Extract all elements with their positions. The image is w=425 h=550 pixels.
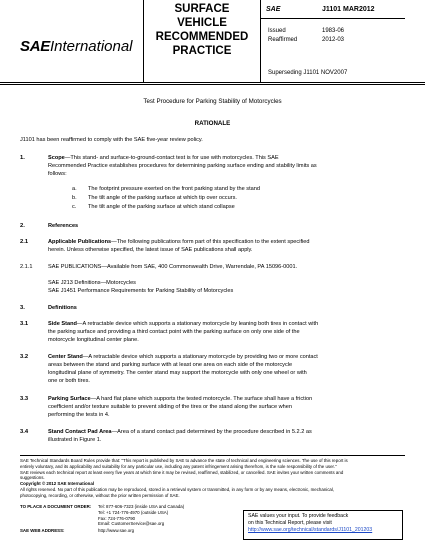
document-type: SURFACE VEHICLE RECOMMENDED PRACTICE	[155, 3, 249, 57]
issued-label: Issued	[268, 28, 286, 34]
section-2-1-number: 2.1	[20, 239, 29, 245]
scope-item-a: The footprint pressure exerted on the front parking stand by the stand	[88, 186, 260, 192]
rationale-heading: RATIONALE	[194, 120, 231, 127]
section-3-1-line2: the parking surface and providing a third contact point with the parking surface on only one side of the	[48, 329, 300, 335]
scope-item-a-letter: a.	[72, 186, 77, 192]
section-3-1-line1: Side Stand—A retractable device which supports a stationary motorcycle by leaning both tires in contact with	[48, 321, 319, 327]
issued-value: 1983-06	[322, 28, 345, 34]
feedback-box: SAE values your input. To provide feedback on this Technical Report, please visit http://www.sae.org/technical/standards/J1101_201203	[243, 510, 403, 540]
section-1-number: 1.	[20, 155, 25, 161]
section-3-2-number: 3.2	[20, 354, 29, 360]
order-label: TO PLACE A DOCUMENT ORDER:	[20, 504, 92, 509]
section-2-1-line2: herein. Unless otherwise specified, the latest issue of SAE publications shall apply.	[48, 247, 253, 253]
footer-legal: SAE Technical Standards Board Rules provide that: "This report is published by SAE to advance the state of technical and engineering sciences. The use of this report is entirely voluntary, and its applicability and suitability for any particular use, including any patent infringement arising therefrom, is the sole responsibility of the user." SAE reviews each technical report at least every five years at which time it may be revised, reaffirmed, stabilized, or cancelled. SAE invites your written comments and suggestions. Copyright © 2012 SAE International All rights reserved. No part of this publication may be reproduced, stored in a retrieval system or transmitted, in any form or by any means, electronic, mechanical, photocopying, recording, or otherwise, without the prior written permission of SAE.	[20, 458, 348, 498]
section-3-3-line3: performing the tests in 4.	[48, 412, 110, 418]
reaffirmed-value: 2012-03	[322, 37, 345, 43]
section-3-2-line4: one or both tires.	[48, 378, 90, 384]
header-divider-left	[143, 0, 144, 82]
header-bottom-rule-2	[0, 84, 425, 85]
section-1-line3: follows:	[48, 171, 67, 177]
section-3-3-line1: Parking Surface—A hard flat plane which supports the tested motorcycle. The surface shall have a friction	[48, 396, 313, 402]
superseding: Superseding J1101 NOV2007	[268, 70, 348, 76]
scope-item-c: The tilt angle of the parking surface at which stand collapse	[88, 204, 235, 210]
section-3-4-number: 3.4	[20, 429, 29, 435]
reference-sae-j213: SAE J213 Definitions—Motorcycles	[48, 280, 136, 286]
document-number: J1101 MAR2012	[322, 6, 375, 13]
section-3-1-line3: motorcycle longitudinal center plane.	[48, 337, 139, 343]
section-2-1-1-line: SAE PUBLICATIONS—Available from SAE, 400 Commonwealth Drive, Warrendale, PA 15096-0001.	[48, 264, 298, 270]
feedback-link[interactable]: http://www.sae.org/technical/standards/J1101_201203	[248, 527, 373, 533]
section-2-title: References	[48, 223, 79, 229]
doc-mark: SAE	[266, 6, 281, 13]
footer-rule	[20, 455, 405, 456]
document-title: Test Procedure for Parking Stability of Motorcycles	[143, 98, 282, 105]
section-3-3-line2: coefficient and/or texture suitable to prevent sliding of the tires or the stand along the surface when	[48, 404, 292, 410]
section-2-1-1-number: 2.1.1	[20, 264, 33, 270]
section-3-2-line3: longitudinal plane of symmetry. The center stand may support the motorcycle with only one wheel or with	[48, 370, 307, 376]
web-address[interactable]: http://www.sae.org	[98, 528, 135, 534]
scope-item-b-letter: b.	[72, 195, 77, 201]
section-2-number: 2.	[20, 223, 25, 229]
header-bottom-rule	[0, 82, 425, 83]
reaffirmed-label: Reaffirmed	[268, 37, 298, 43]
section-1-line2: Recommended Practice establishes procedures for determining parking surface ending and stability limits as	[48, 163, 317, 169]
section-3-2-line2: areas between the stand and parking surface with at least one area on each side of the motorcycle	[48, 362, 293, 368]
header-rule	[260, 18, 405, 19]
reference-sae-j1451: SAE J1451 Performance Requirements for Parking Stability of Motorcycles	[48, 288, 234, 294]
section-3-number: 3.	[20, 305, 25, 311]
section-3-4-line2: illustrated in Figure 1.	[48, 437, 102, 443]
header-divider-right	[260, 0, 261, 82]
sae-logo: SAEInternational	[20, 38, 133, 55]
footer-order-info: TO PLACE A DOCUMENT ORDER: Tel: 877-606-7323 (inside USA and Canada) Tel: +1 724-776-4970 (outside USA) Fax: 724-776-0790 Email: CustomerService@sae.org SAE WEB ADDRESS: http://www.sae.org	[20, 504, 185, 534]
section-1-line1: Scope—This stand- and surface-to-ground-contact test is for use with motorcycles. This SAE	[48, 155, 279, 161]
section-3-1-number: 3.1	[20, 321, 29, 327]
section-3-title: Definitions	[48, 305, 77, 311]
section-3-3-number: 3.3	[20, 396, 29, 402]
scope-item-b: The tilt angle of the parking surface at which tip over occurs.	[88, 195, 237, 201]
rationale-text: J1101 has been reaffirmed to comply with the SAE five-year review policy.	[20, 137, 203, 143]
scope-item-c-letter: c.	[72, 204, 77, 210]
section-3-2-line1: Center Stand—A retractable device which supports a stationary motorcycle by providing two or more contact	[48, 354, 318, 360]
web-label: SAE WEB ADDRESS:	[20, 528, 65, 534]
section-3-4-line1: Stand Contact Pad Area—Area of a stand contact pad determined by the procedure described in 5.2.2 as	[48, 429, 312, 435]
section-2-1-line1: Applicable Publications—The following publications form part of this specification to the extent specified	[48, 239, 310, 245]
